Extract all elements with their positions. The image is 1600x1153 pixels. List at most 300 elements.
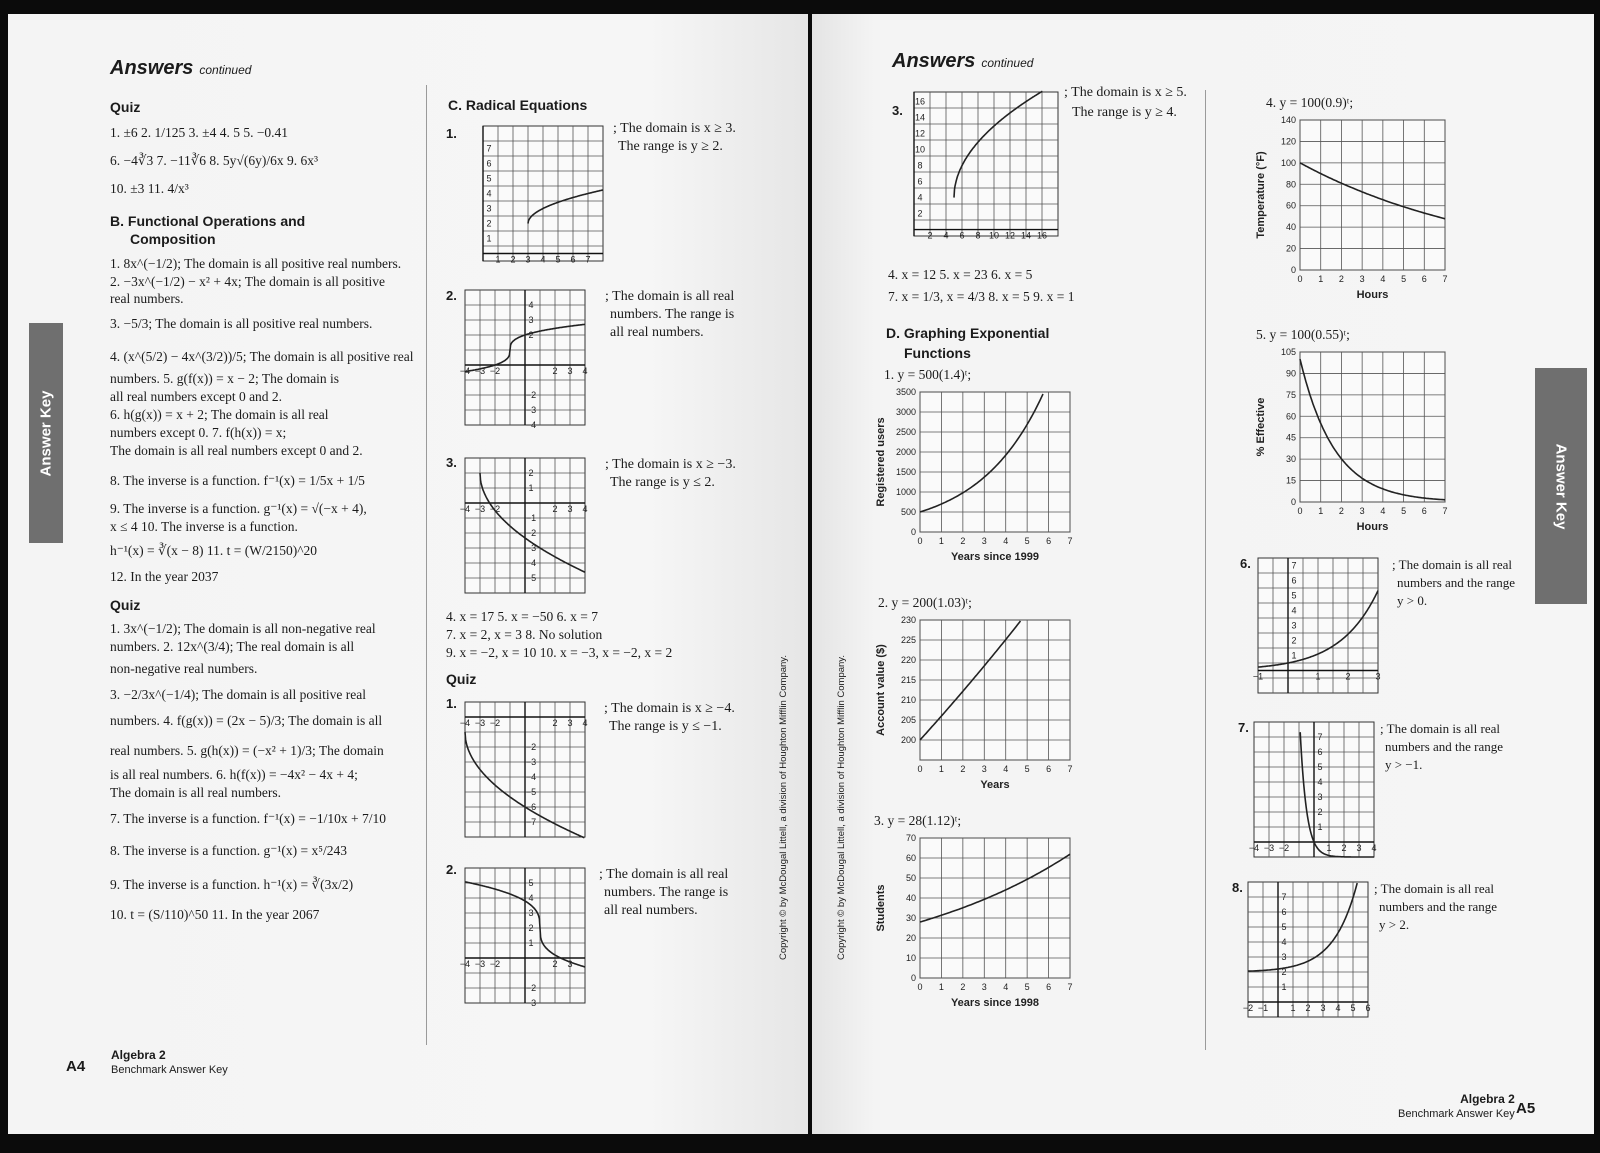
y-tick-label: −3	[525, 405, 537, 415]
y-tick-label: 16	[914, 96, 926, 107]
y-tick-label: 90	[1285, 368, 1296, 379]
y-tick-label: 500	[900, 507, 916, 517]
x-tick-label: 5	[1401, 274, 1407, 284]
chart-frame	[920, 620, 1070, 760]
x-tick-label: 1	[938, 982, 944, 992]
y-tick-label: −2	[525, 983, 537, 993]
section-c-line: 7. x = 1/3, x = 4/3 8. x = 5 9. x = 1	[888, 289, 1075, 304]
x-tick-label: 5	[1024, 982, 1030, 992]
y-tick-label: 2	[528, 923, 534, 933]
y-tick-label: −2	[525, 528, 537, 538]
graph-quiz1	[459, 700, 603, 840]
x-axis-label: Years	[980, 779, 1010, 791]
y-tick-label: 5	[1317, 762, 1323, 772]
x-tick-label: 0	[1297, 506, 1303, 516]
graph-note: numbers. The range is	[610, 307, 735, 322]
x-tick-label: 3	[567, 959, 573, 969]
x-tick-label: 2	[510, 254, 516, 265]
y-tick-label: 1	[528, 938, 534, 948]
graph-quiz2	[459, 866, 603, 1008]
x-tick-label: 4	[1380, 506, 1386, 516]
section-b-line: all real numbers except 0 and 2.	[110, 389, 283, 404]
x-tick-label: −4	[459, 366, 471, 376]
x-tick-label: −2	[489, 366, 501, 376]
y-tick-label: 4	[917, 192, 923, 203]
section-b-line: The domain is all real numbers except 0 and 2.	[110, 443, 363, 458]
y-tick-label: 0	[1290, 265, 1296, 275]
y-tick-label: 50	[905, 873, 916, 883]
x-tick-label: 2	[1338, 506, 1344, 516]
y-tick-label: 1	[1291, 650, 1297, 661]
graph-note: ; The domain is x ≥ −3.	[605, 457, 736, 472]
graph-number: 3.	[892, 103, 903, 118]
y-tick-label: 2	[528, 330, 534, 340]
quiz-heading-2: Quiz	[110, 597, 141, 613]
section-d-heading: D. Graphing Exponential	[886, 325, 1050, 341]
y-tick-label: 5	[1291, 590, 1297, 601]
x-tick-label: −2	[489, 959, 501, 969]
x-tick-label: −4	[459, 959, 471, 969]
x-tick-label: 4	[1335, 1003, 1341, 1013]
quiz-heading-1: Quiz	[110, 99, 141, 115]
y-axis-label: % Effective	[1255, 397, 1267, 457]
y-tick-label: 210	[900, 695, 916, 705]
y-tick-label: 230	[900, 615, 916, 625]
y-tick-label: 3000	[895, 407, 916, 417]
copyright-left: Copyright © by McDougal Littell, a division of Houghton Mifflin Company.	[778, 655, 789, 960]
y-tick-label: 5	[486, 173, 492, 184]
x-tick-label: 7	[1067, 764, 1073, 774]
quiz1-line: 6. −4∛3 7. −11∛6 8. 5y√(6y)/6x 9. 6x³	[110, 153, 319, 168]
y-tick-label: 14	[914, 112, 926, 123]
section-c-heading: C. Radical Equations	[448, 97, 588, 113]
x-tick-label: −2	[489, 504, 501, 514]
x-tick-label: 3	[981, 982, 987, 992]
y-tick-label: 45	[1285, 432, 1296, 443]
y-tick-label: 0	[910, 527, 916, 537]
y-tick-label: 220	[900, 655, 916, 665]
x-tick-label: 4	[582, 366, 588, 376]
x-tick-label: 6	[1046, 764, 1052, 774]
x-tick-label: −3	[474, 718, 486, 728]
y-tick-label: −3	[525, 757, 537, 767]
y-tick-label: 4	[1291, 605, 1297, 616]
x-tick-label: 3	[981, 764, 987, 774]
y-tick-label: −6	[525, 802, 537, 812]
quiz2-line: non-negative real numbers.	[110, 661, 258, 676]
x-tick-label: 4	[540, 254, 546, 265]
x-tick-label: 1	[1290, 1003, 1296, 1013]
x-tick-label: 3	[1320, 1003, 1326, 1013]
graph-r3	[912, 90, 1062, 246]
answer-key-tab-right: Answer Key	[1535, 368, 1587, 604]
copyright-right: Copyright © by McDougal Littell, a division of Houghton Mifflin Company.	[836, 655, 847, 960]
graph-c1	[481, 124, 611, 269]
chart-frame	[1300, 120, 1445, 270]
x-tick-label: 6	[570, 254, 576, 265]
x-tick-label: 8	[975, 230, 981, 241]
x-tick-label: −2	[1242, 1003, 1254, 1013]
quiz2-line: real numbers. 5. g(h(x)) = (−x² + 1)/3; The domain	[110, 743, 384, 758]
graph-note: ; The domain is all real	[1374, 881, 1494, 896]
section-b-line: numbers except 0. 7. f(h(x)) = x;	[110, 425, 287, 440]
page-number-right: A5	[1516, 1100, 1536, 1117]
y-tick-label: 1	[486, 233, 492, 244]
x-tick-label: 4	[582, 504, 588, 514]
quiz2-line: 3. −2/3x^(−1/4); The domain is all positive real	[110, 687, 367, 702]
answer-key-tab-left: Answer Key	[29, 323, 63, 543]
graph-number: 6.	[1240, 556, 1251, 571]
x-axis-label: Hours	[1356, 521, 1389, 533]
section-b-line: 12. In the year 2037	[110, 569, 219, 584]
y-tick-label: 7	[1281, 892, 1287, 902]
graph-note: ; The domain is all real	[599, 867, 729, 882]
x-tick-label: 7	[1067, 982, 1073, 992]
y-tick-label: 20	[905, 933, 916, 943]
section-c-line: 9. x = −2, x = 10 10. x = −3, x = −2, x = 2	[446, 645, 673, 660]
y-tick-label: 5	[528, 878, 534, 888]
x-tick-label: 2	[552, 959, 558, 969]
graph-note: The range is y ≥ 2.	[618, 139, 723, 154]
section-b-line: 8. The inverse is a function. f⁻¹(x) = 1/5x + 1/5	[110, 473, 365, 488]
y-tick-label: 3	[528, 315, 534, 325]
x-tick-label: 4	[943, 230, 949, 241]
section-d-heading-2: Functions	[904, 345, 971, 361]
y-tick-label: −4	[525, 558, 537, 568]
graph-number: 2.	[446, 862, 457, 877]
y-tick-label: −2	[525, 390, 537, 400]
graph-note: numbers and the range	[1385, 739, 1504, 754]
y-tick-label: −3	[525, 543, 537, 553]
x-tick-label: 3	[1359, 506, 1365, 516]
x-tick-label: 4	[582, 718, 588, 728]
y-tick-label: 6	[1317, 747, 1323, 757]
y-tick-label: 6	[1281, 907, 1287, 917]
graph-note: The range is y ≤ 2.	[610, 475, 715, 490]
x-tick-label: −4	[1248, 843, 1260, 853]
x-tick-label: 1	[938, 764, 944, 774]
x-tick-label: −3	[474, 959, 486, 969]
x-tick-label: 5	[1350, 1003, 1356, 1013]
section-b-line: numbers. 5. g(f(x)) = x − 2; The domain is	[110, 371, 340, 386]
x-tick-label: −3	[474, 366, 486, 376]
x-tick-label: 2	[960, 764, 966, 774]
y-tick-label: 0	[910, 973, 916, 983]
x-tick-label: 2	[1305, 1003, 1311, 1013]
section-b-line: h⁻¹(x) = ∛(x − 8) 11. t = (W/2150)^20	[110, 543, 318, 558]
graph-r7	[1248, 720, 1387, 870]
graph-note: numbers and the range	[1379, 899, 1498, 914]
x-tick-label: 3	[525, 254, 531, 265]
x-axis-label: Hours	[1356, 289, 1389, 301]
x-tick-label: 7	[1442, 274, 1448, 284]
graph-note: ; The domain is x ≥ 3.	[613, 121, 736, 136]
graph-note: The range is y ≤ −1.	[609, 719, 722, 734]
y-tick-label: 60	[905, 853, 916, 863]
y-tick-label: 60	[1285, 200, 1296, 211]
y-tick-label: 20	[1285, 243, 1296, 254]
section-b-line: 6. h(g(x)) = x + 2; The domain is all real	[110, 407, 329, 422]
y-tick-label: 225	[900, 635, 916, 645]
graph-note: ; The domain is x ≥ 5.	[1064, 85, 1187, 100]
x-tick-label: −4	[459, 718, 471, 728]
y-tick-label: 2	[1281, 967, 1287, 977]
left-header: Answers continued	[110, 57, 252, 79]
y-tick-label: 100	[1280, 157, 1296, 168]
x-tick-label: 4	[1003, 536, 1009, 546]
y-tick-label: 1	[1317, 822, 1323, 832]
graph-number: 7.	[1238, 720, 1249, 735]
y-tick-label: 1	[1281, 982, 1287, 992]
y-tick-label: 30	[905, 913, 916, 923]
x-tick-label: 3	[1359, 274, 1365, 284]
x-tick-label: 6	[1421, 274, 1427, 284]
x-tick-label: 6	[959, 230, 965, 241]
section-b-line: 3. −5/3; The domain is all positive real numbers.	[110, 316, 373, 331]
y-tick-label: 30	[1285, 454, 1296, 465]
graph-note: ; The domain is all real	[1392, 557, 1512, 572]
x-tick-label: 4	[1371, 843, 1377, 853]
y-tick-label: 75	[1285, 389, 1296, 400]
y-tick-label: 80	[1285, 179, 1296, 190]
y-tick-label: 2	[486, 218, 492, 229]
y-tick-label: 7	[1291, 560, 1297, 571]
column-divider	[1205, 90, 1206, 1050]
y-tick-label: 2500	[895, 427, 916, 437]
x-tick-label: −1	[1257, 1003, 1269, 1013]
y-tick-label: 2	[1291, 635, 1297, 646]
y-tick-label: 205	[900, 715, 916, 725]
x-axis-label: Years since 1998	[950, 997, 1040, 1009]
section-b-heading: B. Functional Operations and	[110, 213, 306, 229]
y-tick-label: 4	[528, 893, 534, 903]
y-tick-label: 3	[1317, 792, 1323, 802]
x-tick-label: 4	[1003, 982, 1009, 992]
x-tick-label: 1	[1326, 843, 1332, 853]
x-tick-label: −3	[474, 504, 486, 514]
x-tick-label: 6	[1046, 536, 1052, 546]
y-tick-label: −7	[525, 817, 537, 827]
chart-exp2	[870, 612, 1100, 808]
y-tick-label: 12	[914, 128, 926, 139]
section-b-line: 9. The inverse is a function. g⁻¹(x) = √(−x + 4),	[110, 501, 367, 516]
graph-number: 1.	[446, 696, 457, 711]
y-tick-label: −4	[525, 420, 537, 430]
x-tick-label: 6	[1046, 982, 1052, 992]
graph-note: y > −1.	[1385, 757, 1423, 772]
quiz2-line: 1. 3x^(−1/2); The domain is all non-negative real	[110, 621, 376, 636]
y-tick-label: 6	[917, 176, 923, 187]
x-tick-label: 2	[552, 718, 558, 728]
chart-frame	[920, 392, 1070, 532]
y-axis-label: Registered users	[875, 417, 887, 507]
x-tick-label: −2	[489, 718, 501, 728]
y-tick-label: 4	[1317, 777, 1323, 787]
y-tick-label: 120	[1280, 136, 1296, 147]
y-tick-label: 1000	[895, 487, 916, 497]
y-tick-label: 70	[905, 833, 916, 843]
graph-r6	[1252, 556, 1391, 706]
y-tick-label: 4	[528, 300, 534, 310]
quiz2-line: The domain is all real numbers.	[110, 785, 281, 800]
y-tick-label: 5	[1281, 922, 1287, 932]
graph-note: ; The domain is all real	[1380, 721, 1500, 736]
y-tick-label: 3	[486, 203, 492, 214]
x-tick-label: 0	[1297, 274, 1303, 284]
x-tick-label: −4	[459, 504, 471, 514]
footer-right: Algebra 2 Benchmark Answer Key	[1398, 1092, 1515, 1120]
quiz2-line: 8. The inverse is a function. g⁻¹(x) = x⁵/243	[110, 843, 347, 858]
y-tick-label: 3	[1291, 620, 1297, 631]
y-tick-label: 40	[905, 893, 916, 903]
x-tick-label: 2	[1338, 274, 1344, 284]
x-tick-label: 16	[1036, 230, 1048, 241]
x-tick-label: 0	[917, 764, 923, 774]
quiz-heading-3: Quiz	[446, 671, 477, 687]
graph-note: all real numbers.	[604, 903, 698, 918]
x-tick-label: 2	[552, 504, 558, 514]
graph-c3	[459, 456, 603, 596]
x-tick-label: 2	[1345, 671, 1351, 682]
y-tick-label: 60	[1285, 411, 1296, 422]
x-tick-label: −3	[1263, 843, 1275, 853]
y-tick-label: −5	[525, 787, 537, 797]
column-divider	[426, 85, 427, 1045]
x-tick-label: 3	[567, 366, 573, 376]
graph-frame	[914, 92, 1058, 236]
x-tick-label: 1	[938, 536, 944, 546]
x-tick-label: 4	[1380, 274, 1386, 284]
x-tick-label: 3	[1375, 671, 1381, 682]
section-b-line: x ≤ 4 10. The inverse is a function.	[110, 519, 298, 534]
x-tick-label: 3	[567, 718, 573, 728]
y-tick-label: 4	[486, 188, 492, 199]
graph-number: 2.	[446, 288, 457, 303]
quiz2-line: 7. The inverse is a function. f⁻¹(x) = −1/10x + 7/10	[110, 811, 386, 826]
x-tick-label: 6	[1421, 506, 1427, 516]
exp-equation: 3. y = 28(1.12)ᵗ;	[874, 813, 962, 828]
chart-frame	[920, 838, 1070, 978]
graph-number: 8.	[1232, 880, 1243, 895]
x-tick-label: 2	[960, 536, 966, 546]
y-tick-label: −1	[525, 513, 537, 523]
exp-equation: 2. y = 200(1.03)ᵗ;	[878, 595, 972, 610]
section-c-line: 4. x = 12 5. x = 23 6. x = 5	[888, 267, 1033, 282]
y-tick-label: 2	[1317, 807, 1323, 817]
x-tick-label: 1	[1315, 671, 1321, 682]
y-tick-label: 10	[905, 953, 916, 963]
exp-equation: 1. y = 500(1.4)ᵗ;	[884, 367, 972, 382]
x-tick-label: 5	[555, 254, 561, 265]
quiz1-line: 1. ±6 2. 1/125 3. ±4 4. 5 5. −0.41	[110, 125, 289, 140]
x-tick-label: 2	[927, 230, 933, 241]
x-tick-label: 3	[1356, 843, 1362, 853]
y-tick-label: 1500	[895, 467, 916, 477]
quiz2-line: 10. t = (S/110)^50 11. In the year 2067	[110, 907, 320, 922]
y-tick-label: −2	[525, 742, 537, 752]
footer-left: Algebra 2 Benchmark Answer Key	[111, 1048, 228, 1076]
x-tick-label: 0	[917, 982, 923, 992]
y-tick-label: 2	[528, 468, 534, 478]
x-tick-label: 3	[981, 536, 987, 546]
exp-equation: 4. y = 100(0.9)ᵗ;	[1266, 95, 1354, 110]
x-tick-label: 7	[585, 254, 591, 265]
graph-note: all real numbers.	[610, 325, 704, 340]
x-tick-label: 5	[1401, 506, 1407, 516]
graph-number: 1.	[446, 126, 457, 141]
x-tick-label: 5	[1024, 764, 1030, 774]
page-number-left: A4	[66, 1058, 86, 1075]
y-tick-label: 3500	[895, 387, 916, 397]
chart-exp1	[870, 384, 1100, 580]
x-tick-label: 1	[495, 254, 501, 265]
y-axis-label: Temperature (°F)	[1255, 151, 1267, 239]
y-tick-label: −4	[525, 772, 537, 782]
section-c-line: 4. x = 17 5. x = −50 6. x = 7	[446, 609, 598, 624]
graph-number: 3.	[446, 455, 457, 470]
y-tick-label: 10	[914, 144, 926, 155]
y-tick-label: 6	[1291, 575, 1297, 586]
chart-exp5	[1250, 344, 1470, 550]
x-tick-label: 2	[1341, 843, 1347, 853]
x-tick-label: 10	[988, 230, 1000, 241]
y-axis-label: Account value ($)	[875, 644, 887, 736]
section-b-heading-2: Composition	[130, 231, 216, 247]
graph-note: numbers and the range	[1397, 575, 1516, 590]
y-tick-label: 40	[1285, 222, 1296, 233]
graph-note: y > 0.	[1397, 593, 1428, 608]
graph-c2	[459, 288, 603, 430]
section-b-line: 1. 8x^(−1/2); The domain is all positive real numbers.	[110, 256, 402, 271]
y-tick-label: 7	[1317, 732, 1323, 742]
y-tick-label: 215	[900, 675, 916, 685]
y-tick-label: 3	[528, 908, 534, 918]
x-tick-label: 1	[1318, 274, 1324, 284]
y-tick-label: 0	[1290, 497, 1296, 507]
y-axis-label: Students	[875, 884, 887, 932]
x-tick-label: 14	[1020, 230, 1032, 241]
x-tick-label: 1	[1318, 506, 1324, 516]
x-tick-label: −2	[1278, 843, 1290, 853]
graph-note: The range is y ≥ 4.	[1072, 105, 1177, 120]
quiz2-line: 9. The inverse is a function. h⁻¹(x) = ∛(3x/2)	[110, 877, 354, 892]
exp-equation: 5. y = 100(0.55)ᵗ;	[1256, 327, 1350, 342]
y-tick-label: 2000	[895, 447, 916, 457]
section-b-line: 2. −3x^(−1/2) − x² + 4x; The domain is all positive	[110, 274, 385, 289]
x-tick-label: 5	[1024, 536, 1030, 546]
graph-note: ; The domain is x ≥ −4.	[604, 701, 735, 716]
y-tick-label: 1	[528, 483, 534, 493]
y-tick-label: −3	[525, 998, 537, 1008]
y-tick-label: 2	[917, 208, 923, 219]
section-c-line: 7. x = 2, x = 3 8. No solution	[446, 627, 603, 642]
quiz2-line: numbers. 4. f(g(x)) = (2x − 5)/3; The domain is all	[110, 713, 383, 728]
y-tick-label: 15	[1285, 475, 1296, 486]
section-b-line: real numbers.	[110, 291, 184, 306]
graph-note: y > 2.	[1379, 917, 1410, 932]
x-tick-label: 4	[1003, 764, 1009, 774]
x-tick-label: −1	[1252, 671, 1264, 682]
y-tick-label: 7	[486, 143, 492, 154]
x-tick-label: 0	[917, 536, 923, 546]
y-tick-label: 6	[486, 158, 492, 169]
quiz2-line: numbers. 2. 12x^(3/4); The real domain is all	[110, 639, 355, 654]
x-tick-label: 3	[567, 504, 573, 514]
x-tick-label: 7	[1442, 506, 1448, 516]
graph-note: numbers. The range is	[604, 885, 729, 900]
y-tick-label: 140	[1280, 115, 1296, 125]
quiz2-line: is all real numbers. 6. h(f(x)) = −4x² − 4x + 4;	[110, 767, 358, 782]
